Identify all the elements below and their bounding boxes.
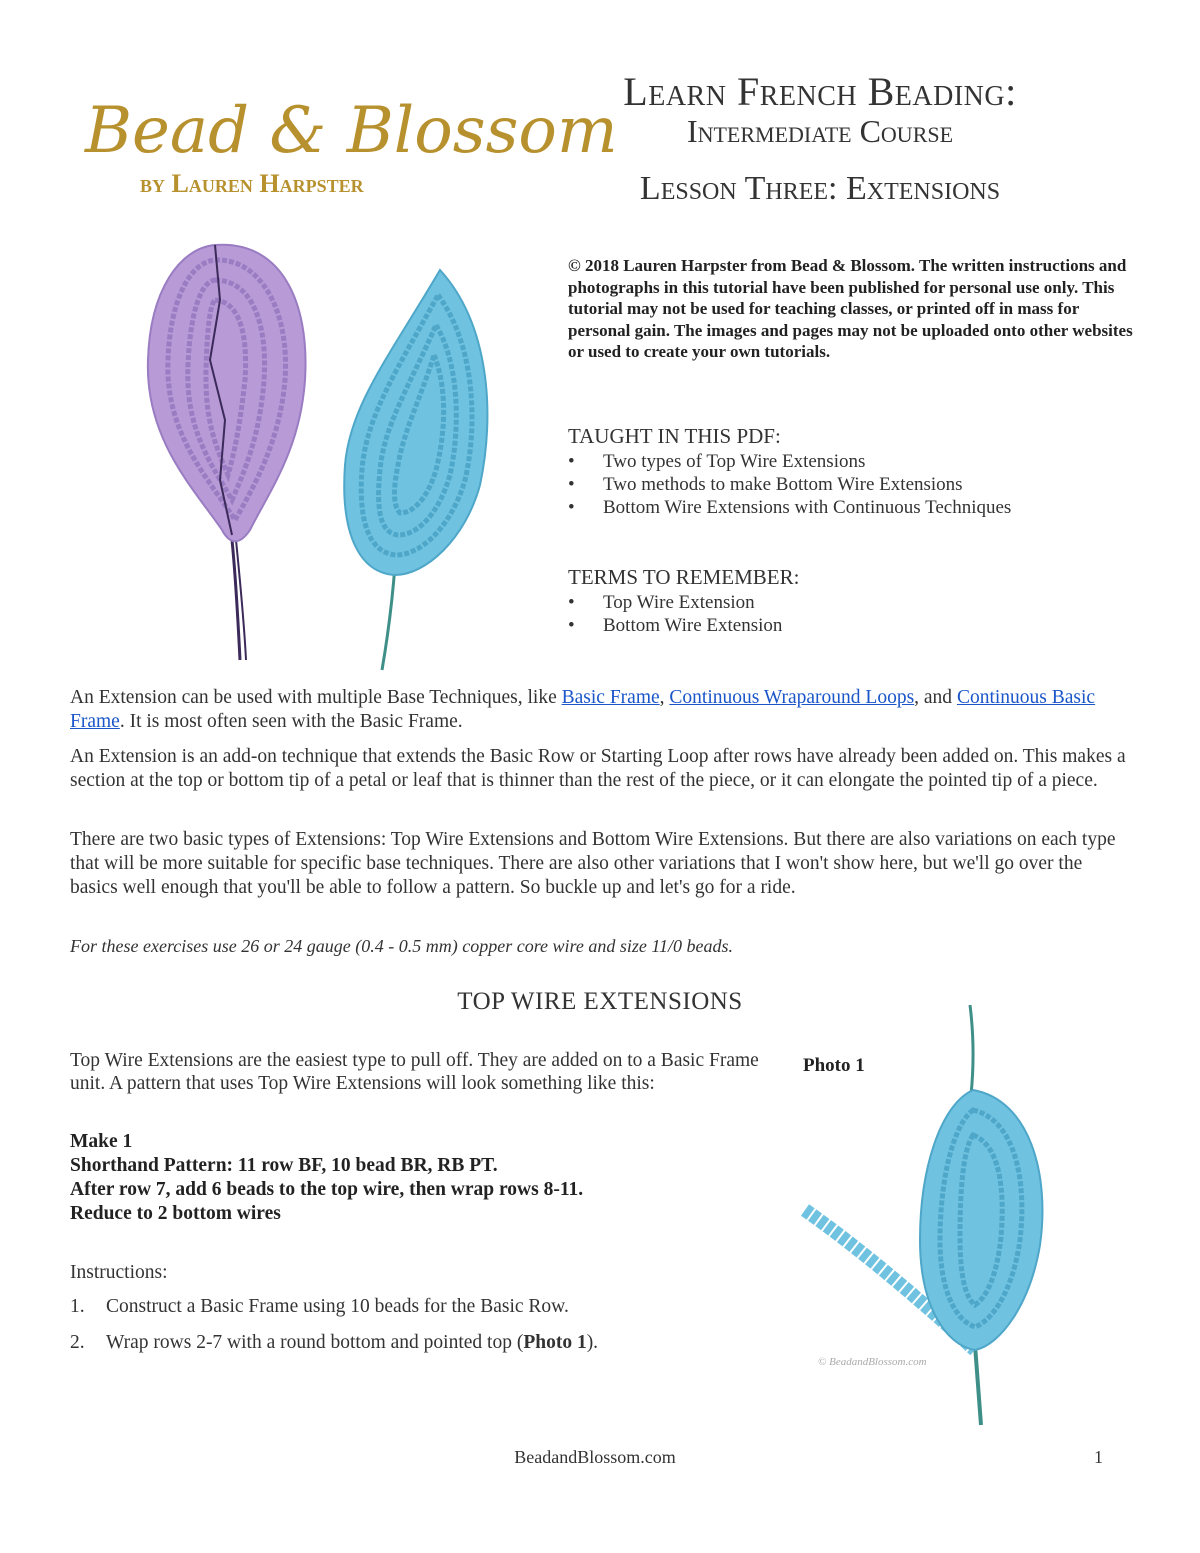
paragraph-text: ,: [659, 687, 670, 708]
intro-paragraph-1: [70, 686, 1130, 734]
step-text: Wrap rows 2-7 with a round bottom and pointed top (: [106, 1332, 524, 1353]
shorthand-pattern: [70, 1130, 790, 1226]
paragraph-text: . It is most often seen with the Basic Frame.: [119, 711, 463, 732]
continuous-wraparound-loops-link[interactable]: Continuous Wraparound Loops: [669, 687, 915, 708]
step-number: 1.: [70, 1296, 85, 1317]
course-title: Learn French Beading:: [623, 69, 1017, 114]
section-heading: TOP WIRE EXTENSIONS: [457, 988, 743, 1015]
list-item: • Bottom Wire Extension: [568, 614, 782, 637]
blue-beaded-leaf-image: [330, 265, 500, 675]
logo-graphic: [80, 70, 618, 200]
bead-and-blossom-logo: [80, 70, 618, 200]
step-number: 2.: [70, 1332, 85, 1353]
instruction-step-2: [70, 1332, 790, 1354]
step-text: ).: [586, 1332, 599, 1353]
continuous-basic-frame-link[interactable]: Continuous Basic Frame: [70, 687, 1096, 732]
paragraph-text: An Extension can be used with multiple Base Techniques, like: [70, 687, 562, 708]
pattern-line: Reduce to 2 bottom wires: [70, 1203, 281, 1224]
terms-heading: TERMS TO REMEMBER:: [568, 565, 800, 589]
course-subtitle: Intermediate Course: [686, 113, 954, 149]
list-item: • Top Wire Extension: [568, 591, 782, 614]
instruction-step-1: [70, 1296, 790, 1318]
paragraph-text: , and: [914, 687, 957, 708]
list-item: • Two methods to make Bottom Wire Extensions: [568, 473, 1011, 496]
logo-byline: by Lauren Harpster: [140, 169, 364, 198]
section-intro: Top Wire Extensions are the easiest type to pull off. They are added on to a Basic Frame unit. A pattern that uses Top Wire Extensions will look something like this:: [70, 1050, 759, 1094]
basic-frame-link[interactable]: Basic Frame: [561, 687, 660, 708]
taught-heading: TAUGHT IN THIS PDF:: [568, 424, 781, 448]
intro-paragraph-2: An Extension is an add-on technique that extends the Basic Row or Starting Loop after rows have already been added on. This makes a section at the top or bottom tip of a petal or leaf that is thinner than the rest of the piece, or it can elongate the pointed tip of a piece.: [70, 746, 1126, 791]
pattern-line: After row 7, add 6 beads to the top wire, then wrap rows 8-11.: [70, 1179, 584, 1200]
terms-list: [568, 591, 782, 637]
photo-reference: Photo 1: [523, 1332, 587, 1353]
logo-script-text: Bead & Blossom: [85, 94, 618, 168]
intro-paragraph-3: There are two basic types of Extensions: Top Wire Extensions and Bottom Wire Extensions. But there are also variations on each type that will be more suitable for specific base techniques. There are also other variations that I won't show here, but we'll go over the basics well enough that you'll be able to follow a pattern. So buckle up and let's go for a ride.: [70, 829, 1116, 898]
step-text: Construct a Basic Frame using 10 beads for the Basic Row.: [106, 1296, 569, 1317]
pattern-line: Make 1: [70, 1131, 133, 1152]
page-number: 1: [1094, 1447, 1103, 1467]
materials-note: For these exercises use 26 or 24 gauge (0.4 - 0.5 mm) copper core wire and size 11/0 beads.: [70, 936, 734, 956]
purple-beaded-leaf-image: [140, 240, 310, 670]
instructions-label: Instructions:: [70, 1262, 168, 1283]
pattern-line: Shorthand Pattern: 11 row BF, 10 bead BR, RB PT.: [70, 1155, 498, 1176]
list-item: • Two types of Top Wire Extensions: [568, 450, 1011, 473]
lesson-title: Lesson Three: Extensions: [639, 170, 1001, 207]
photo-1-label: Photo 1: [803, 1055, 865, 1076]
copyright-notice: © 2018 Lauren Harpster from Bead & Blossom. The written instructions and photographs in this tutorial have been published for personal use only. This tutorial may not be used for teaching classes, or printed off in mass for personal gain. The images and pages may not be uploaded onto other websites or used to create your own tutorials.: [568, 256, 1133, 361]
photo-watermark: © BeadandBlossom.com: [818, 1356, 927, 1368]
taught-list: [568, 450, 1011, 519]
list-item: • Bottom Wire Extensions with Continuous Techniques: [568, 496, 1011, 519]
footer-website: BeadandBlossom.com: [514, 1447, 676, 1467]
